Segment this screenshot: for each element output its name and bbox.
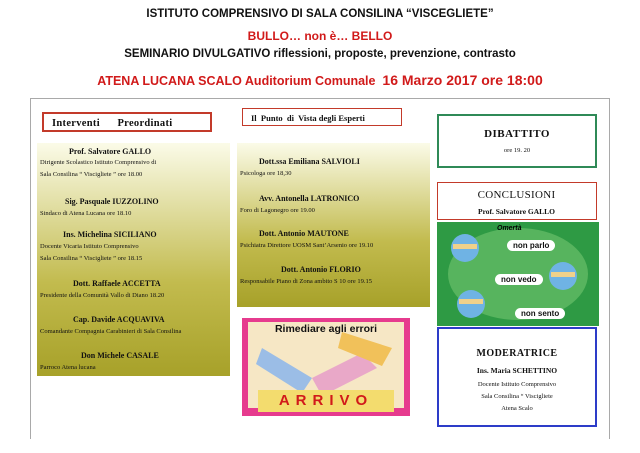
speaker-name: Prof. Salvatore GALLO bbox=[69, 147, 152, 156]
speaker-name: Dott. Antonio FLORIO bbox=[281, 265, 361, 274]
speaker-name: Avv. Antonella LATRONICO bbox=[259, 194, 360, 203]
event-slogan: BULLO… non è… BELLO bbox=[247, 29, 393, 43]
dibattito-box bbox=[437, 114, 597, 168]
speaker-name: Dott.ssa Emiliana SALVIOLI bbox=[259, 157, 360, 166]
moderatrice-title: MODERATRICE bbox=[476, 348, 558, 359]
speaker-role: Docente Vicaria Istituto Comprensivo bbox=[40, 243, 139, 250]
speaker-role: Psichiatra Direttore UOSM Sant’Arsenio ore 19.10 bbox=[240, 242, 374, 249]
school-title: ISTITUTO COMPRENSIVO DI SALA CONSILINA “VISCEGLIETE” bbox=[146, 8, 494, 20]
venue: ATENA LUCANA SCALO Auditorium Comunale bbox=[97, 74, 376, 88]
speaker-name: Ins. Michelina SICILIANO bbox=[63, 230, 157, 239]
bubble-non-parlo: non parlo bbox=[507, 240, 555, 251]
moderatrice-role: Sala Consilina “ Viscigliete bbox=[481, 393, 553, 400]
speaker-name: Cap. Davide ACQUAVIVA bbox=[73, 315, 165, 324]
speaker-role: Sindaco di Atena Lucana ore 18.10 bbox=[40, 210, 132, 217]
interventi-panel bbox=[37, 143, 230, 376]
speaker-name: Dott. Raffaele ACCETTA bbox=[73, 279, 161, 288]
speaker-role: Sala Consilina “ Viscigliete ” ore 18.00 bbox=[40, 171, 143, 178]
speaker-role: Comandante Compagnia Carabinieri di Sala Consilina bbox=[40, 328, 182, 335]
speaker-role: Parroco Atena lucana bbox=[40, 364, 96, 371]
moderatrice-role: Docente Istituto Comprensivo bbox=[477, 381, 557, 388]
speaker-name: Dott. Antonio MAUTONE bbox=[259, 229, 349, 238]
face-icon bbox=[457, 290, 485, 318]
omerta-title: Omertà bbox=[497, 225, 522, 232]
venue-date-line bbox=[0, 72, 640, 88]
face-icon bbox=[451, 234, 479, 262]
esperti-title: Il Punto di Vista degli Esperti bbox=[242, 108, 402, 126]
speaker-name: Sig. Pasquale IUZZOLINO bbox=[65, 197, 159, 206]
rimediare-poster bbox=[242, 318, 410, 416]
speaker-role: Presidente della Comunità Vallo di Diano 18.20 bbox=[40, 292, 165, 299]
arrivo-text: ARRIVO bbox=[278, 392, 374, 409]
dibattito-title: DIBATTITO bbox=[484, 128, 550, 140]
interventi-title: Interventi Preordinati bbox=[42, 112, 212, 132]
speaker-name: Don Michele CASALE bbox=[81, 351, 159, 360]
omerta-illustration bbox=[437, 222, 599, 326]
esperti-panel bbox=[237, 143, 430, 307]
conclusioni-speaker: Prof. Salvatore GALLO bbox=[477, 207, 555, 216]
moderatrice-role: Atena Scalo bbox=[501, 405, 533, 412]
conclusioni-title: CONCLUSIONI bbox=[477, 189, 556, 201]
speaker-role: Sala Consilina “ Viscigliete ” ore 18.15 bbox=[40, 255, 143, 262]
conclusioni-box bbox=[437, 182, 597, 220]
moderatrice-name: Ins. Maria SCHETTINO bbox=[476, 366, 558, 375]
rimediare-title: Rimediare agli errori bbox=[274, 323, 378, 335]
speaker-role: Responsabile Piano di Zona ambito S 10 ore 19.15 bbox=[240, 278, 372, 285]
speaker-role: Dirigente Scolastico Istituto Comprensivo di bbox=[40, 159, 157, 166]
speaker-role: Psicologa ore 18,30 bbox=[240, 170, 292, 177]
speaker-role: Foro di Lagonegro ore 19.00 bbox=[240, 207, 315, 214]
dibattito-time: ore 19. 20 bbox=[503, 147, 531, 154]
bubble-non-vedo: non vedo bbox=[495, 274, 543, 285]
bubble-non-sento: non sento bbox=[515, 308, 565, 319]
face-icon bbox=[549, 262, 577, 290]
moderatrice-box bbox=[437, 327, 597, 427]
seminar-subtitle: SEMINARIO DIVULGATIVO riflessioni, proposte, prevenzione, contrasto bbox=[124, 48, 516, 60]
event-date: 16 Marzo 2017 ore 18:00 bbox=[382, 72, 543, 88]
